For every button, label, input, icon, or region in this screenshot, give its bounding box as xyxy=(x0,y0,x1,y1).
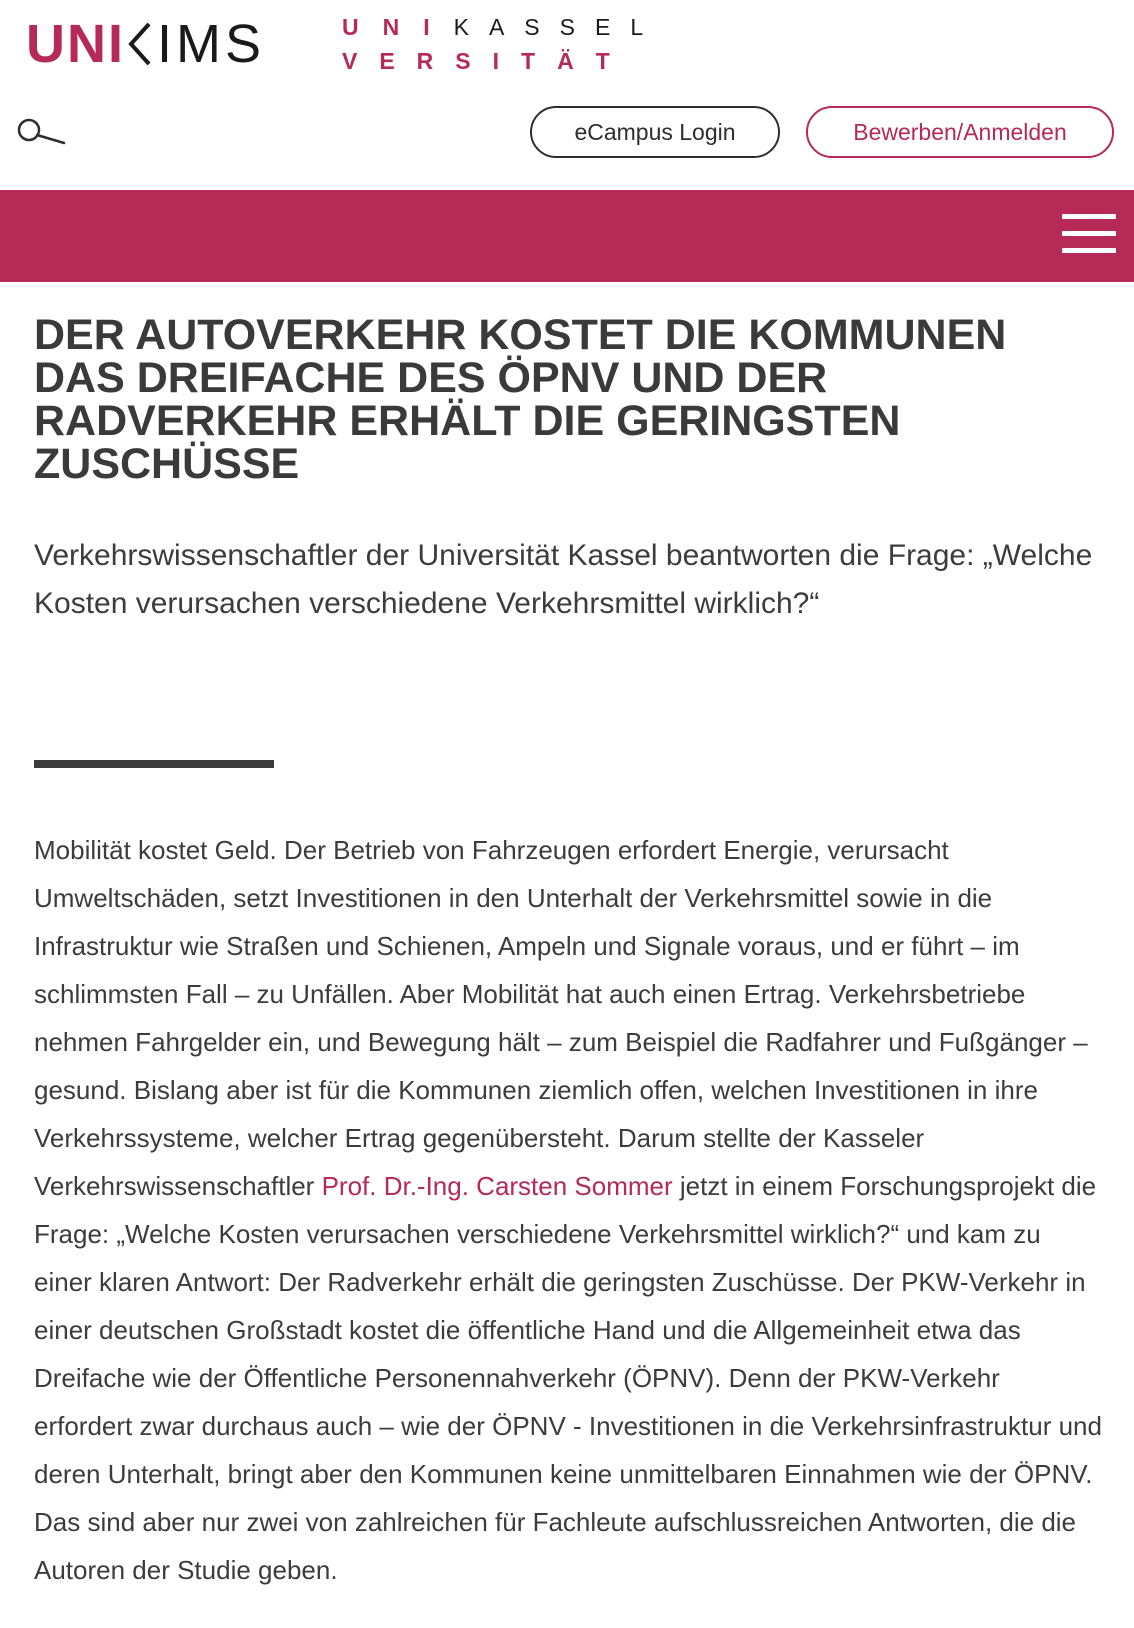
uni-kassel-logo-row2 xyxy=(342,48,632,75)
article-title: DER AUTOVERKEHR KOSTET DIE KOMMUNEN DAS DREIFACHE DES ÖPNV UND DER RADVERKEHR ERHÄLT DIE GERINGSTEN ZUSCHÜSSE xyxy=(34,311,1007,488)
uni-kassel-logo[interactable] xyxy=(342,14,664,74)
hamburger-line xyxy=(1062,214,1116,219)
article-body-part1: Mobilität kostet Geld. Der Betrieb von Fahrzeugen erfordert Energie, verursacht Umweltschäden, setzt Investitionen in den Unterhalt der Verkehrsmittel sowie in die Infrastruktur wie Straßen und Schienen, Ampeln und Signale voraus, und er führt – im schlimmsten Fall – zu Unfällen. Aber Mobilität hat auch einen Ertrag. Verkehrsbetriebe nehmen Fahrgelder ein, und Bewegung hält – zum Beispiel die Radfahrer und Fußgänger – gesund. Bislang aber ist für die Kommunen ziemlich offen, welchen Investitionen in ihre Verkehrssysteme, welcher Ertrag gegenübersteht. Darum stellte der Kasseler Verkehrswissenschaftler xyxy=(34,835,1088,1201)
logo-uni-bold: UNI xyxy=(342,14,454,40)
article-body-part2: jetzt in einem Forschungsprojekt die Frage: „Welche Kosten verursachen verschiedene Verkehrsmittel wirklich?“ und kam zu einer klaren Antwort: Der Radverkehr erhält die geringsten Zuschüsse. Der PKW-Verkehr in einer deutschen Großstadt kostet die öffentliche Hand und die Allgemeinheit etwa das Dreifache wie der Öffentliche Personennahverkehr (ÖPNV). Denn der PKW-Verkehr erfordert zwar durchaus auch – wie der ÖPNV - Investitionen in die Verkehrsinfrastruktur und deren Unterhalt, bringt aber den Kommunen keine unmittelbaren Einnahmen wie der ÖPNV. Das sind aber nur zwei von zahlreichen für Fachleute aufschlussreichen Antworten, die die Autoren der Studie geben. xyxy=(34,1171,1102,1585)
article-subtitle: Verkehrswissenschaftler der Universität Kassel beantworten die Frage: „Welche Kosten verursachen verschiedene Verkehrsmittel wirklich?“ xyxy=(34,539,1093,620)
uni-kassel-logo-row1 xyxy=(342,14,663,41)
search-icon[interactable] xyxy=(16,118,68,148)
logo-uni-text: UNI xyxy=(26,14,125,74)
author-link[interactable]: Prof. Dr.-Ing. Carsten Sommer xyxy=(321,1171,673,1201)
site-header xyxy=(0,0,1134,190)
ecampus-login-button[interactable]: eCampus Login xyxy=(530,106,780,158)
hamburger-menu-icon[interactable] xyxy=(1062,212,1116,256)
divider-rule xyxy=(34,760,274,768)
logo-versitaet: VERSITÄT xyxy=(342,48,632,74)
bewerben-anmelden-button[interactable]: Bewerben/Anmelden xyxy=(806,106,1114,158)
hamburger-line xyxy=(1062,231,1116,236)
article-body xyxy=(34,826,1104,1594)
logo-kassel-thin: KASSEL xyxy=(453,14,664,40)
main-navbar xyxy=(0,190,1134,282)
unikims-logo[interactable] xyxy=(26,14,265,74)
logo-ims-text: IMS xyxy=(157,14,266,74)
hamburger-line xyxy=(1062,248,1116,253)
article-content xyxy=(34,282,1102,1594)
logo-chevron-icon xyxy=(127,21,153,67)
